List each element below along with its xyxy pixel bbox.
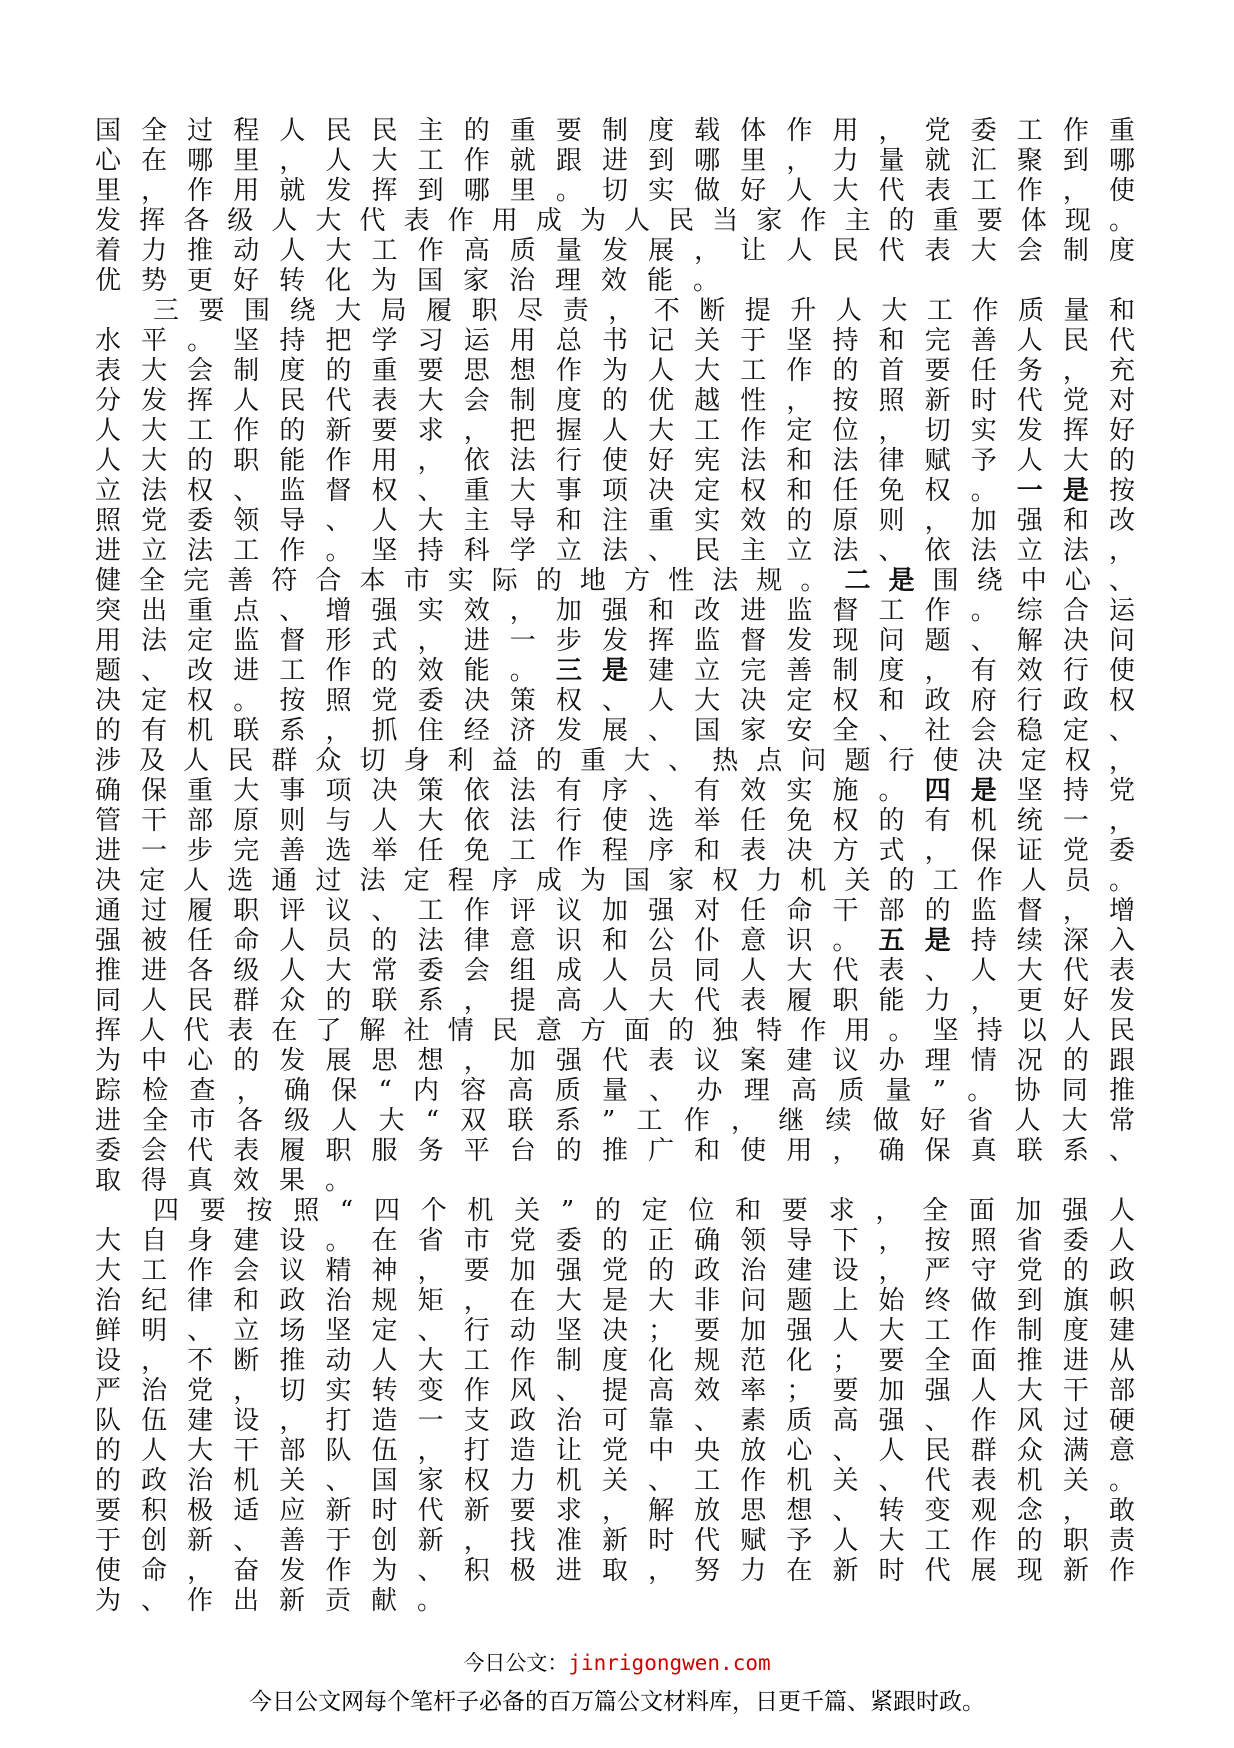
body-line: 推进各级人大常委会组成人员同人大代表、人大代表 [95, 956, 1135, 986]
body-line: 优势更好转化为国家治理效能。 [95, 266, 740, 296]
body-line: 挥人代表在了解社情民意方面的独特作用。坚持以人民 [95, 1016, 1135, 1046]
body-line: 照党委领导、人大主导和注重实效的原则，加强和改 [95, 506, 1135, 536]
body-line: 的政治机关、国家权力机关、工作机关、代表机关。 [95, 1466, 1135, 1496]
body-line: 踪检查，确保“内容高质量、办理高质量”。协同推 [95, 1076, 1135, 1106]
body-line: 委会代表履职服务平台的推广和使用，确保真联系、 [95, 1136, 1135, 1166]
body-line: 分发挥人民代表大会制度的优越性，按照新时代党对 [95, 386, 1135, 416]
body-line: 的人大干部队伍，打造让党中央放心、人民群众满意 [95, 1436, 1135, 1466]
body-line: 题、改进工作的效能。三是建立完善制度，有效行使 [95, 656, 1135, 686]
body-line: 的有机联系，抓住经济发展、国家安全、社会稳定、 [95, 716, 1135, 746]
body-line: 发挥各级人大代表作用成为人民当家作主的重要体现。 [95, 206, 1135, 236]
body-line: 使命，奋发作为、积极进取，努力在新时代展现新作 [95, 1556, 1135, 1586]
body-line: 要积极适应新时代新要求，解放思想、转变观念，敢 [95, 1496, 1135, 1526]
body-line: 确保重大事项决策依法有序、有效实施。四是坚持党 [95, 776, 1135, 806]
enumerator-marker: 三是 [555, 656, 649, 686]
body-line: 强被任命人员的法律意识和公仆意识。五是持续深入 [95, 926, 1135, 956]
body-line: 进立法工作。坚持科学立法、民主立法、依法立法， [95, 536, 1135, 566]
body-line: 通过履职评议、工作评议加强对任命干部的监督，增 [95, 896, 1135, 926]
footer-site [0, 1647, 1234, 1677]
body-line: 为、作出新贡献。 [95, 1586, 464, 1616]
body-line: 治纪律和政治规矩，在大是大非问题上始终做到旗帜 [95, 1286, 1135, 1316]
body-line: 决定人选通过法定程序成为国家权力机关的工作人员。 [95, 866, 1135, 896]
body-line: 于创新、善于创新，找准新时代赋予人大工作的职责 [95, 1526, 1135, 1556]
body-line: 设，不断推动人大工作制度化规范化；要全面推进从 [95, 1346, 1135, 1376]
enumerator-marker: 四是 [924, 776, 1017, 806]
body-line: 立法权、监督权、重大事项决定权和任免权。一是按 [95, 476, 1135, 506]
body-line: 人大工作的新要求，把握人大工作定位，切实发挥好 [95, 416, 1135, 446]
footer-tagline: 今日公文网每个笔杆子必备的百万篇公文材料库，日更千篇、紧跟时政。 [249, 1689, 985, 1715]
body-line: 取得真效果。 [95, 1166, 372, 1196]
body-line: 为中心的发展思想，加强代表议案建议办理情况的跟 [95, 1046, 1135, 1076]
body-line: 四要按照“四个机关”的定位和要求，全面加强人 [153, 1196, 1135, 1226]
body-line: 健全完善符合本市实际的地方性法规。二是围绕中心、 [95, 566, 1135, 596]
body-line: 突出重点、增强实效，加强和改进监督工作。综合运 [95, 596, 1135, 626]
enumerator-marker: 一是 [1016, 476, 1109, 506]
body-line: 用法定监督形式，进一步发挥监督发现问题、解决问 [95, 626, 1135, 656]
body-line: 进全市各级人大“双联系”工作，继续做好省人大常 [95, 1106, 1135, 1136]
footer-site-label: 今日公文： [463, 1651, 569, 1675]
enumerator-marker: 二是 [844, 566, 933, 596]
body-line: 进一步完善选举任免工作程序和表决方式，保证党委 [95, 836, 1135, 866]
body-line: 大自身建设。在省市党委的正确领导下，按照省委人 [95, 1226, 1135, 1256]
body-line: 大工作会议精神，要加强党的政治建设，严守党的政 [95, 1256, 1135, 1286]
body-line: 管干部原则与人大依法行使选举任免权的有机统一， [95, 806, 1135, 836]
body-line: 心在哪里，人大工作就跟进到哪里，力量就汇聚到哪 [95, 146, 1135, 176]
footer-site-url[interactable]: jinrigongwen.com [568, 1651, 771, 1675]
body-line: 涉及人民群众切身利益的重大、热点问题行使决定权， [95, 746, 1135, 776]
body-line: 着力推动人大工作高质量发展，让人民代表大会制度 [95, 236, 1135, 266]
body-line: 表大会制度的重要思想作为人大工作的首要任务，充 [95, 356, 1135, 386]
body-line: 队伍建设，打造一支政治可靠、素质高强、作风过硬 [95, 1406, 1135, 1436]
body-line: 人大的职能作用，依法行使好宪法和法律赋予人大的 [95, 446, 1135, 476]
body-text [95, 116, 1135, 1616]
body-line: 同人民群众的联系，提高人大代表履职能力，更好发 [95, 986, 1135, 1016]
body-line: 国全过程人民民主的重要制度载体作用，党委工作重 [95, 116, 1135, 146]
body-line: 里，作用就发挥到哪里。切实做好人大代表工作，使 [95, 176, 1135, 206]
body-line: 三要围绕大局履职尽责，不断提升人大工作质量和 [153, 296, 1135, 326]
body-line: 决定权。按照党委决策权、人大决定权和政府行政权 [95, 686, 1135, 716]
body-line: 鲜明、立场坚定、行动坚决；要加强人大工作制度建 [95, 1316, 1135, 1346]
enumerator-marker: 五是 [878, 926, 971, 956]
body-line: 水平。坚持把学习运用总书记关于坚持和完善人民代 [95, 326, 1135, 356]
body-line: 严治党，切实转变作风、提高效率；要加强人大干部 [95, 1376, 1135, 1406]
